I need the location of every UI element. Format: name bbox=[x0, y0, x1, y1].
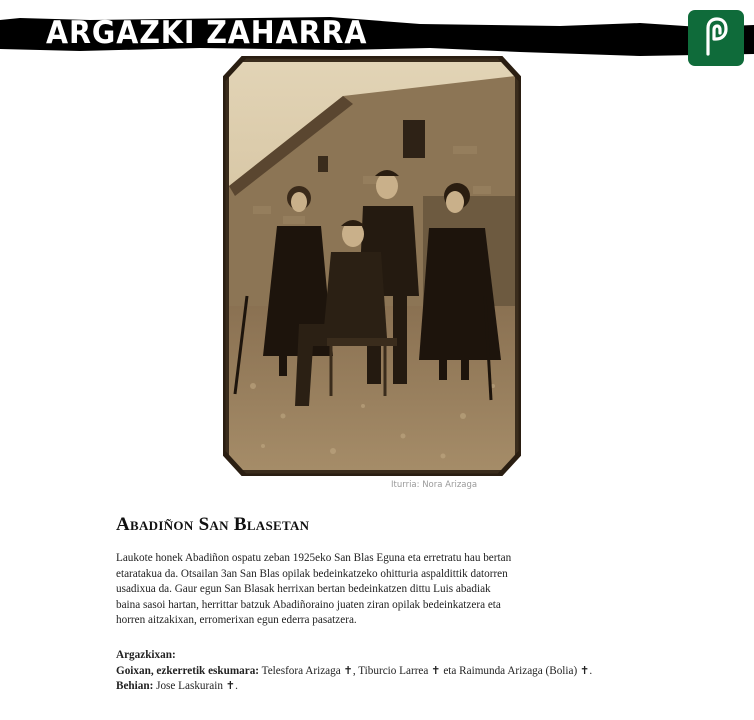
photo-people-credits bbox=[116, 648, 716, 695]
body-line: usadixua da. Gaur egun San Blasak herrixan bertan bedeinkatzen dittu Luis abadiak bbox=[116, 583, 491, 596]
body-line: baina sasoi hartan, herrittar batzuk Abadiñoraino juaten ziran opilak bedeinkatzera eta bbox=[116, 598, 501, 611]
credits-top-label: Goixan, ezkerretik eskumara: bbox=[116, 664, 260, 677]
credits-heading: Argazkixan: bbox=[116, 649, 176, 661]
credits-top-names: Telesfora Arizaga ✝, Tiburcio Larrea ✝ eta Raimunda Arizaga (Bolia) ✝. bbox=[259, 664, 593, 677]
section-title: ARGAZKI ZAHARRA bbox=[46, 15, 368, 51]
credits-bottom-names: Jose Laskurain ✝. bbox=[153, 680, 238, 693]
historic-photo bbox=[223, 56, 521, 476]
sepia-group-portrait-image bbox=[223, 56, 521, 476]
body-line: etaratakua da. Otsailan 3an San Blas opilak bedeinkatzeko ohitturia aspaldittik datorren bbox=[116, 567, 508, 580]
body-line: Laukote honek Abadiñon ospatu zeban 1925eko San Blas Eguna eta erretratu hau bertan bbox=[116, 552, 512, 564]
paper-clip-p-icon bbox=[688, 10, 744, 66]
article-title: Abadiñon San Blasetan bbox=[116, 514, 310, 535]
article-body bbox=[116, 551, 636, 629]
photo-credit: Iturria: Nora Arizaga bbox=[391, 480, 478, 490]
credits-bottom-label: Behian: bbox=[116, 680, 154, 693]
body-line: horren aitzakixan, erromerixan egun ederra pasatzera. bbox=[116, 614, 357, 627]
publication-logo[interactable] bbox=[688, 10, 744, 66]
